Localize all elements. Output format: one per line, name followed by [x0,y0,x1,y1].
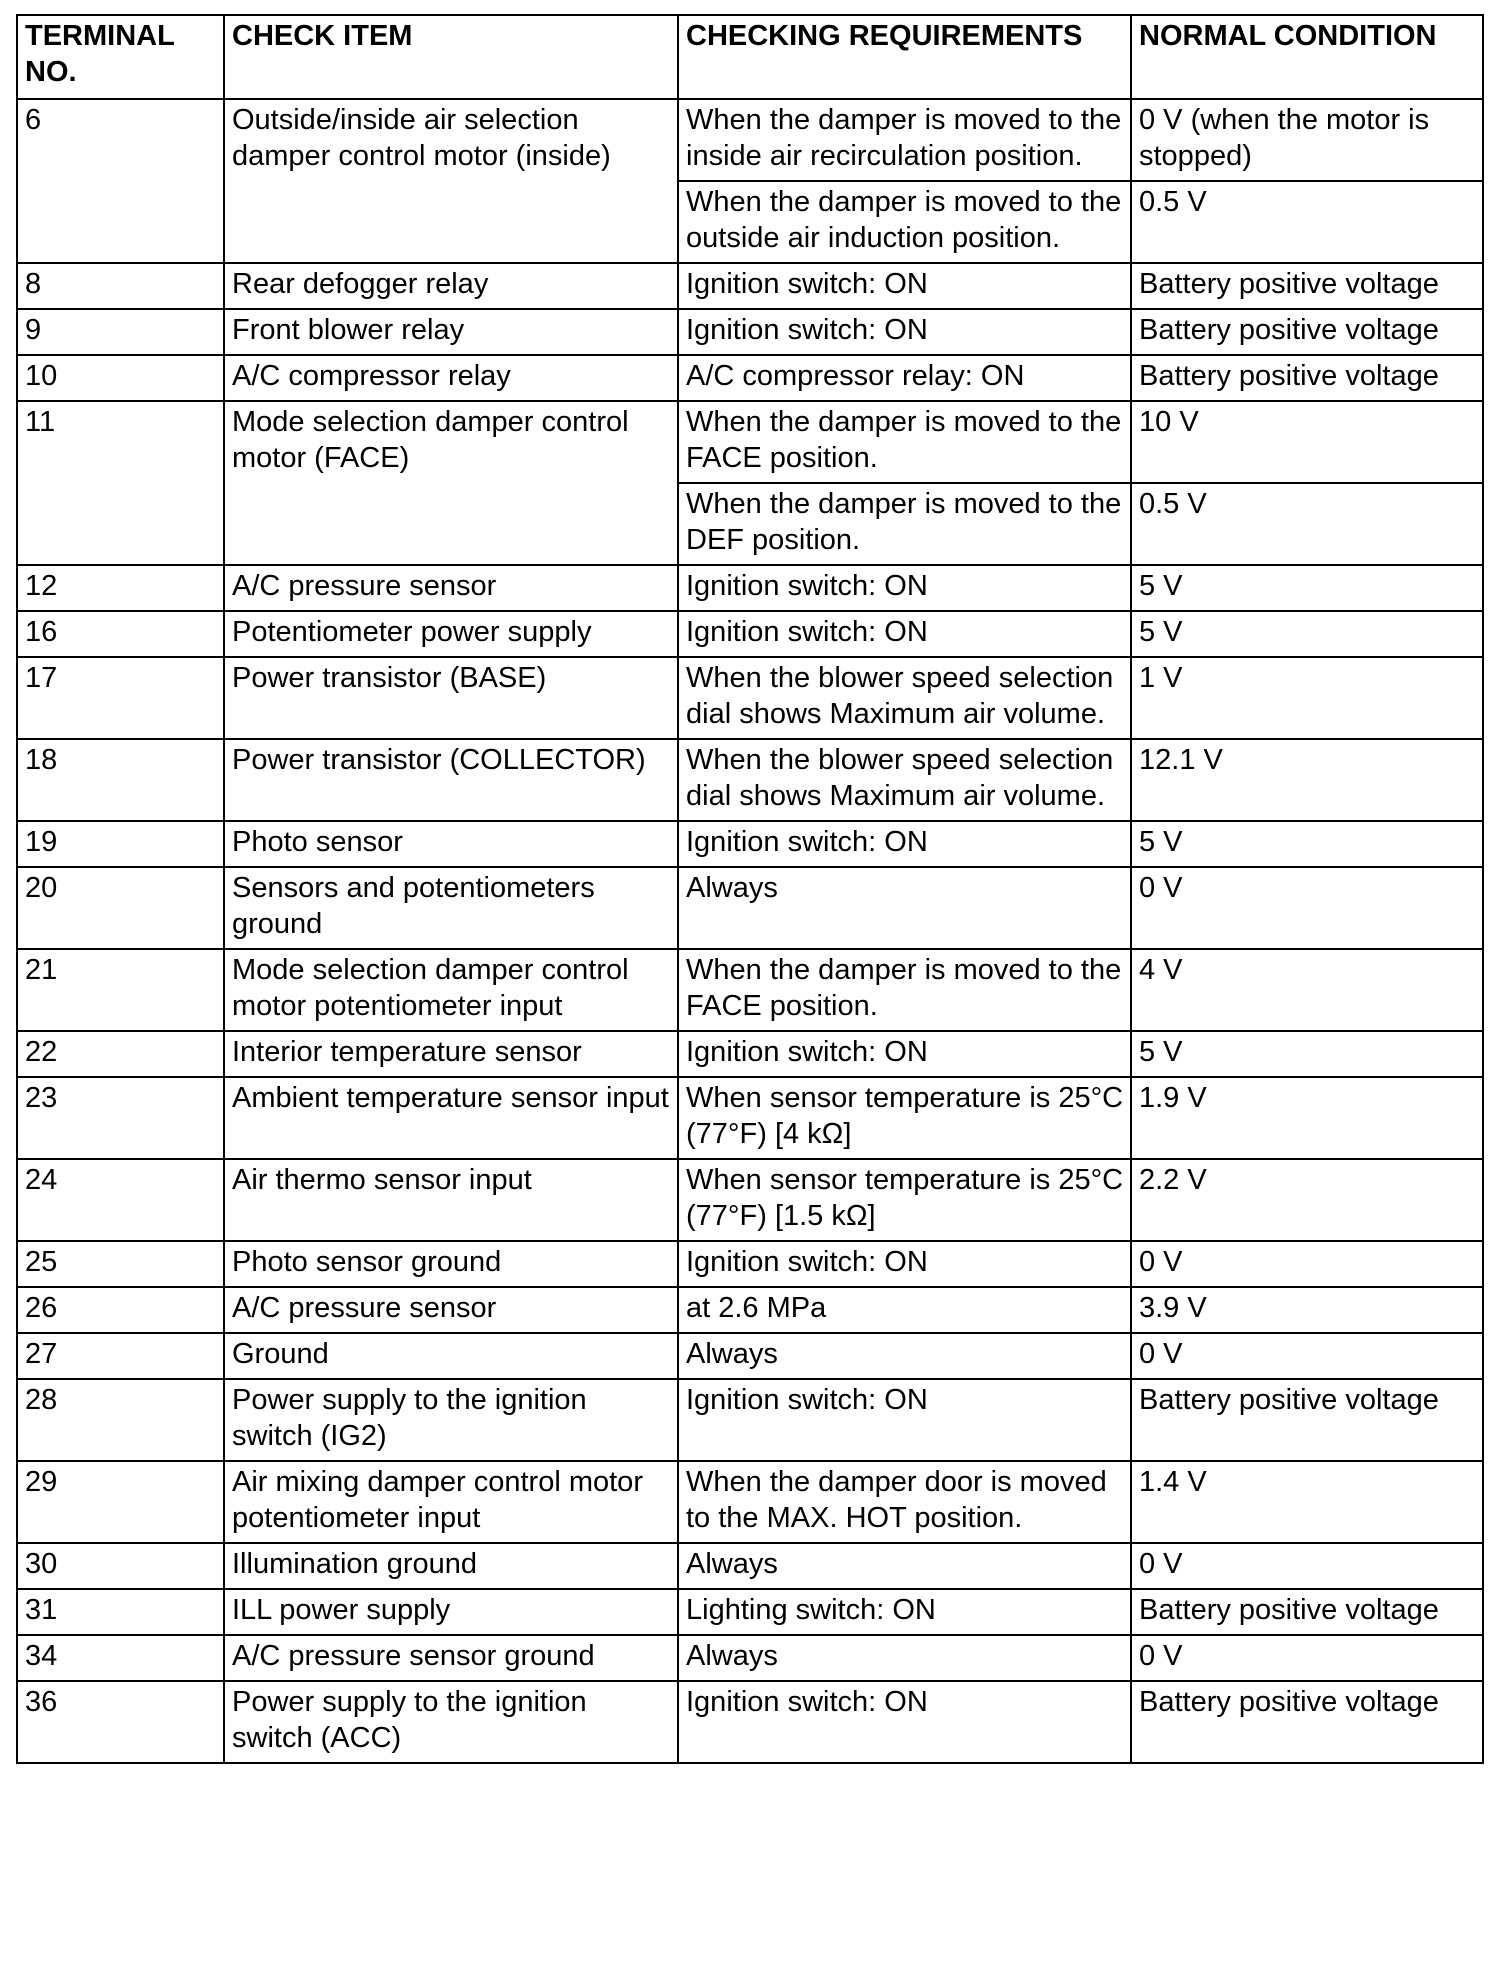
checking-requirement-cell: Ignition switch: ON [678,263,1131,309]
check-item-cell: Mode selection damper control motor (FACE) [224,401,678,565]
checking-requirement-cell: When the damper door is moved to the MAX. HOT position. [678,1461,1131,1543]
check-item-cell: A/C pressure sensor [224,565,678,611]
terminal-number-cell: 34 [17,1635,224,1681]
normal-condition-cell: 5 V [1131,611,1483,657]
normal-condition-cell: 1 V [1131,657,1483,739]
terminal-number-cell: 26 [17,1287,224,1333]
table-row [17,1635,1483,1681]
normal-condition-cell: 1.4 V [1131,1461,1483,1543]
checking-requirement-cell: Always [678,867,1131,949]
checking-requirement-cell: When the damper is moved to the inside air recirculation position. [678,99,1131,181]
checking-requirement-cell: Ignition switch: ON [678,1241,1131,1287]
terminal-number-cell: 22 [17,1031,224,1077]
table-row [17,1333,1483,1379]
terminal-number-cell: 12 [17,565,224,611]
table-row [17,1379,1483,1461]
normal-condition-cell: 0 V [1131,1635,1483,1681]
check-item-cell: ILL power supply [224,1589,678,1635]
check-item-cell: Photo sensor ground [224,1241,678,1287]
checking-requirement-cell: When the damper is moved to the outside air induction position. [678,181,1131,263]
check-item-cell: Power transistor (BASE) [224,657,678,739]
checking-requirement-cell: When sensor temperature is 25°C (77°F) [4 kΩ] [678,1077,1131,1159]
terminal-number-cell: 8 [17,263,224,309]
terminal-number-cell: 9 [17,309,224,355]
check-item-cell: Power supply to the ignition switch (IG2) [224,1379,678,1461]
checking-requirement-cell: Always [678,1333,1131,1379]
normal-condition-cell: Battery positive voltage [1131,1589,1483,1635]
terminal-number-cell: 19 [17,821,224,867]
normal-condition-cell: 0 V [1131,1543,1483,1589]
header-checking-requirements: CHECKING REQUIREMENTS [678,15,1131,99]
table-row [17,739,1483,821]
check-item-cell: Illumination ground [224,1543,678,1589]
check-item-cell: Ground [224,1333,678,1379]
check-item-cell: Interior temperature sensor [224,1031,678,1077]
normal-condition-cell: 1.9 V [1131,1077,1483,1159]
normal-condition-cell: 0.5 V [1131,181,1483,263]
checking-requirement-cell: When the damper is moved to the DEF position. [678,483,1131,565]
table-row [17,821,1483,867]
terminal-number-cell: 10 [17,355,224,401]
checking-requirement-cell: Ignition switch: ON [678,1681,1131,1763]
checking-requirement-cell: A/C compressor relay: ON [678,355,1131,401]
check-item-cell: A/C compressor relay [224,355,678,401]
checking-requirement-cell: Always [678,1543,1131,1589]
terminal-number-cell: 27 [17,1333,224,1379]
terminal-number-cell: 24 [17,1159,224,1241]
table-row [17,1077,1483,1159]
check-item-cell: A/C pressure sensor [224,1287,678,1333]
table-row [17,949,1483,1031]
checking-requirement-cell: Ignition switch: ON [678,821,1131,867]
table-row [17,1241,1483,1287]
header-normal-condition: NORMAL CONDITION [1131,15,1483,99]
terminal-number-cell: 23 [17,1077,224,1159]
table-row [17,401,1483,483]
normal-condition-cell: 4 V [1131,949,1483,1031]
table-row [17,1681,1483,1763]
check-item-cell: Potentiometer power supply [224,611,678,657]
checking-requirement-cell: When sensor temperature is 25°C (77°F) [1.5 kΩ] [678,1159,1131,1241]
table-row [17,355,1483,401]
terminal-number-cell: 11 [17,401,224,565]
check-item-cell: Front blower relay [224,309,678,355]
checking-requirement-cell: Ignition switch: ON [678,1031,1131,1077]
terminal-number-cell: 18 [17,739,224,821]
check-item-cell: A/C pressure sensor ground [224,1635,678,1681]
normal-condition-cell: 0 V [1131,1333,1483,1379]
normal-condition-cell: 5 V [1131,565,1483,611]
check-item-cell: Air thermo sensor input [224,1159,678,1241]
table-row [17,1287,1483,1333]
header-check-item: CHECK ITEM [224,15,678,99]
checking-requirement-cell: When the damper is moved to the FACE position. [678,949,1131,1031]
check-item-cell: Power supply to the ignition switch (ACC) [224,1681,678,1763]
check-item-cell: Photo sensor [224,821,678,867]
normal-condition-cell: 5 V [1131,821,1483,867]
check-item-cell: Mode selection damper control motor potentiometer input [224,949,678,1031]
checking-requirement-cell: When the blower speed selection dial shows Maximum air volume. [678,657,1131,739]
table-body [17,99,1483,1763]
terminal-number-cell: 21 [17,949,224,1031]
checking-requirement-cell: at 2.6 MPa [678,1287,1131,1333]
checking-requirement-cell: Ignition switch: ON [678,309,1131,355]
normal-condition-cell: 0 V [1131,1241,1483,1287]
normal-condition-cell: 0 V [1131,867,1483,949]
header-terminal-no: TERMINAL NO. [17,15,224,99]
table-header-row [17,15,1483,99]
normal-condition-cell: 10 V [1131,401,1483,483]
table-row [17,1543,1483,1589]
check-item-cell: Sensors and potentiometers ground [224,867,678,949]
checking-requirement-cell: Always [678,1635,1131,1681]
table-row [17,1159,1483,1241]
table-row [17,1589,1483,1635]
table-row [17,263,1483,309]
normal-condition-cell: 0 V (when the motor is stopped) [1131,99,1483,181]
check-item-cell: Outside/inside air selection damper control motor (inside) [224,99,678,263]
checking-requirement-cell: When the blower speed selection dial shows Maximum air volume. [678,739,1131,821]
terminal-number-cell: 16 [17,611,224,657]
terminal-number-cell: 31 [17,1589,224,1635]
normal-condition-cell: 12.1 V [1131,739,1483,821]
checking-requirement-cell: When the damper is moved to the FACE position. [678,401,1131,483]
normal-condition-cell: Battery positive voltage [1131,263,1483,309]
table-row [17,867,1483,949]
normal-condition-cell: 3.9 V [1131,1287,1483,1333]
table-row [17,99,1483,181]
checking-requirement-cell: Lighting switch: ON [678,1589,1131,1635]
terminal-check-table [16,14,1484,1764]
table-row [17,1031,1483,1077]
terminal-number-cell: 25 [17,1241,224,1287]
terminal-number-cell: 30 [17,1543,224,1589]
terminal-number-cell: 36 [17,1681,224,1763]
check-item-cell: Air mixing damper control motor potentiometer input [224,1461,678,1543]
check-item-cell: Power transistor (COLLECTOR) [224,739,678,821]
check-item-cell: Rear defogger relay [224,263,678,309]
normal-condition-cell: Battery positive voltage [1131,309,1483,355]
checking-requirement-cell: Ignition switch: ON [678,565,1131,611]
table-row [17,1461,1483,1543]
normal-condition-cell: 5 V [1131,1031,1483,1077]
terminal-number-cell: 17 [17,657,224,739]
normal-condition-cell: Battery positive voltage [1131,1379,1483,1461]
checking-requirement-cell: Ignition switch: ON [678,611,1131,657]
normal-condition-cell: Battery positive voltage [1131,1681,1483,1763]
table-row [17,657,1483,739]
table-row [17,565,1483,611]
checking-requirement-cell: Ignition switch: ON [678,1379,1131,1461]
terminal-number-cell: 28 [17,1379,224,1461]
terminal-number-cell: 6 [17,99,224,263]
terminal-number-cell: 29 [17,1461,224,1543]
normal-condition-cell: 2.2 V [1131,1159,1483,1241]
table-row [17,309,1483,355]
normal-condition-cell: 0.5 V [1131,483,1483,565]
check-item-cell: Ambient temperature sensor input [224,1077,678,1159]
table-row [17,611,1483,657]
normal-condition-cell: Battery positive voltage [1131,355,1483,401]
terminal-number-cell: 20 [17,867,224,949]
